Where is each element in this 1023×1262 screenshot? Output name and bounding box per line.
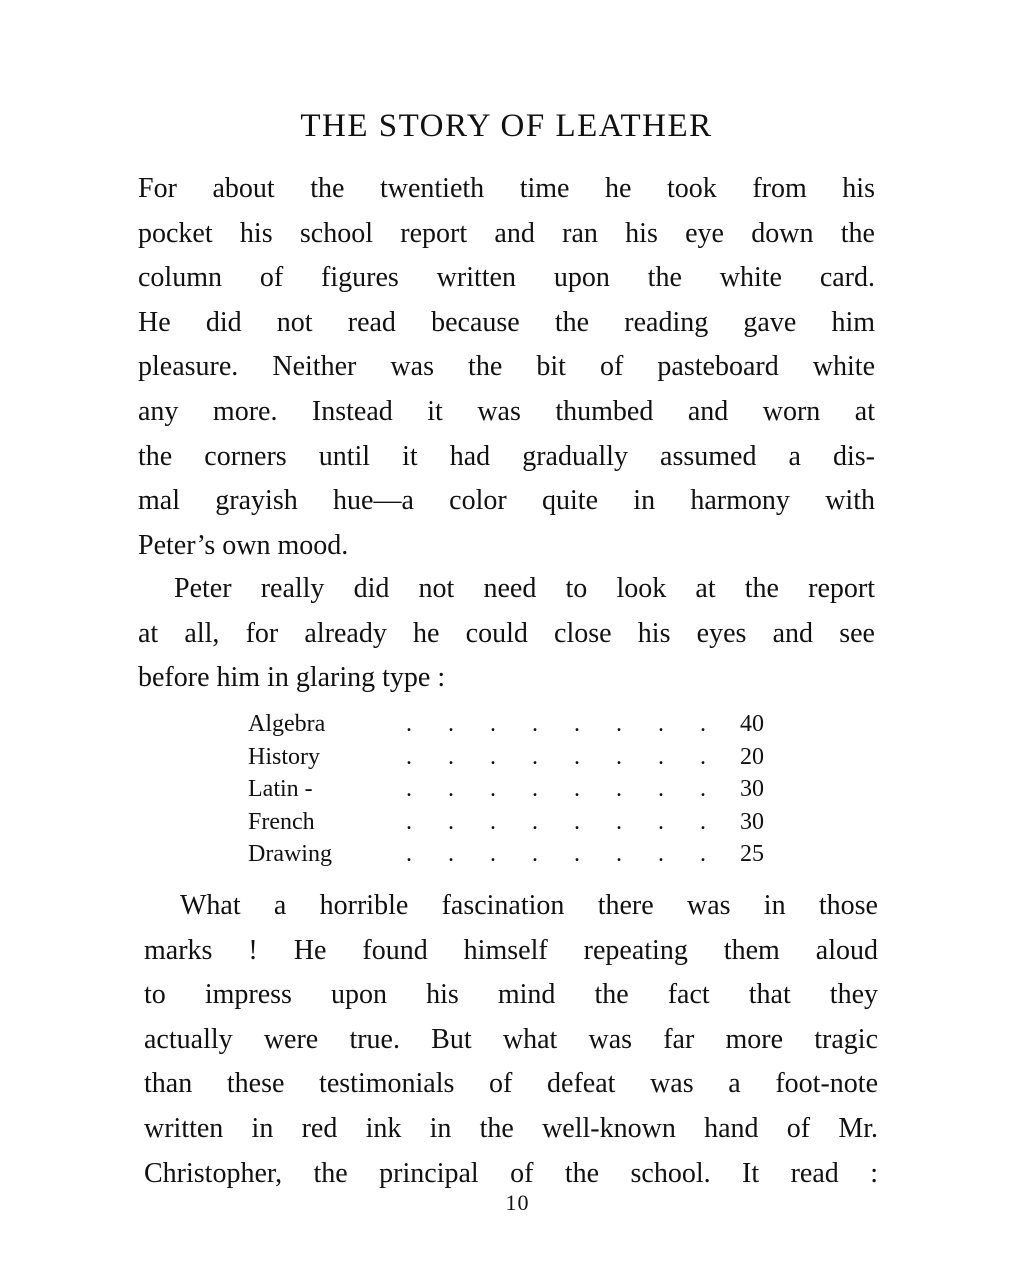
text-line: at all, for already he could close his eyes and see <box>138 617 875 649</box>
text-line: He did not read because the reading gave him <box>138 306 875 338</box>
text-line: to impress upon his mind the fact that they <box>144 979 878 1011</box>
text-line: Peter really did not need to look at the report <box>174 573 875 604</box>
grade-subject: Latin - <box>248 776 313 802</box>
grade-score: 30 <box>740 776 764 802</box>
grade-subject: History <box>248 743 320 770</box>
grade-row <box>248 741 778 774</box>
dot-leader: . . . . . . . . <box>406 711 706 737</box>
dot-leader: . . . . . . . . <box>406 841 706 867</box>
grade-subject: Drawing <box>248 841 332 867</box>
grade-row <box>248 773 778 806</box>
grade-subject: French <box>248 808 315 835</box>
grade-score: 20 <box>740 743 764 770</box>
paragraph-3 <box>144 884 878 1196</box>
text-line: marks ! He found himself repeating them aloud <box>144 934 878 966</box>
paragraph-2 <box>138 567 875 701</box>
paragraph-1 <box>138 167 875 568</box>
text-line: Peter’s own mood. <box>138 529 349 561</box>
dot-leader: . . . . . . . . <box>406 776 706 802</box>
text-line: pocket his school report and ran his eye down the <box>138 217 875 249</box>
grade-subject: Algebra <box>248 711 326 737</box>
text-line: any more. Instead it was thumbed and worn at <box>138 395 875 427</box>
grade-row <box>248 838 778 871</box>
text-line: actually were true. But what was far more tragic <box>144 1023 878 1055</box>
text-line: before him in glaring type : <box>138 662 446 694</box>
text-line: mal grayish hue—a color quite in harmony with <box>138 485 875 517</box>
grade-score: 40 <box>740 711 764 737</box>
text-line: pleasure. Neither was the bit of pasteboard white <box>138 351 875 383</box>
text-line: For about the twentieth time he took from his <box>138 173 875 204</box>
text-line: than these testimonials of defeat was a foot-note <box>144 1068 878 1100</box>
grade-row <box>248 708 778 741</box>
grades-table <box>248 708 778 871</box>
page-number: 10 <box>505 1190 530 1215</box>
running-head: THE STORY OF LEATHER <box>300 108 713 144</box>
grade-row <box>248 806 778 839</box>
text-line: What a horrible fascination there was in those <box>180 890 878 921</box>
text-line: the corners until it had gradually assumed a dis- <box>138 440 875 472</box>
grade-score: 25 <box>740 841 764 867</box>
text-line: written in red ink in the well-known hand of Mr. <box>144 1112 878 1144</box>
text-line: Christopher, the principal of the school. It read : <box>144 1157 878 1189</box>
dot-leader: . . . . . . . . <box>406 743 706 770</box>
dot-leader: . . . . . . . . <box>406 808 706 835</box>
text-line: column of figures written upon the white card. <box>138 262 875 294</box>
grade-score: 30 <box>740 808 764 835</box>
